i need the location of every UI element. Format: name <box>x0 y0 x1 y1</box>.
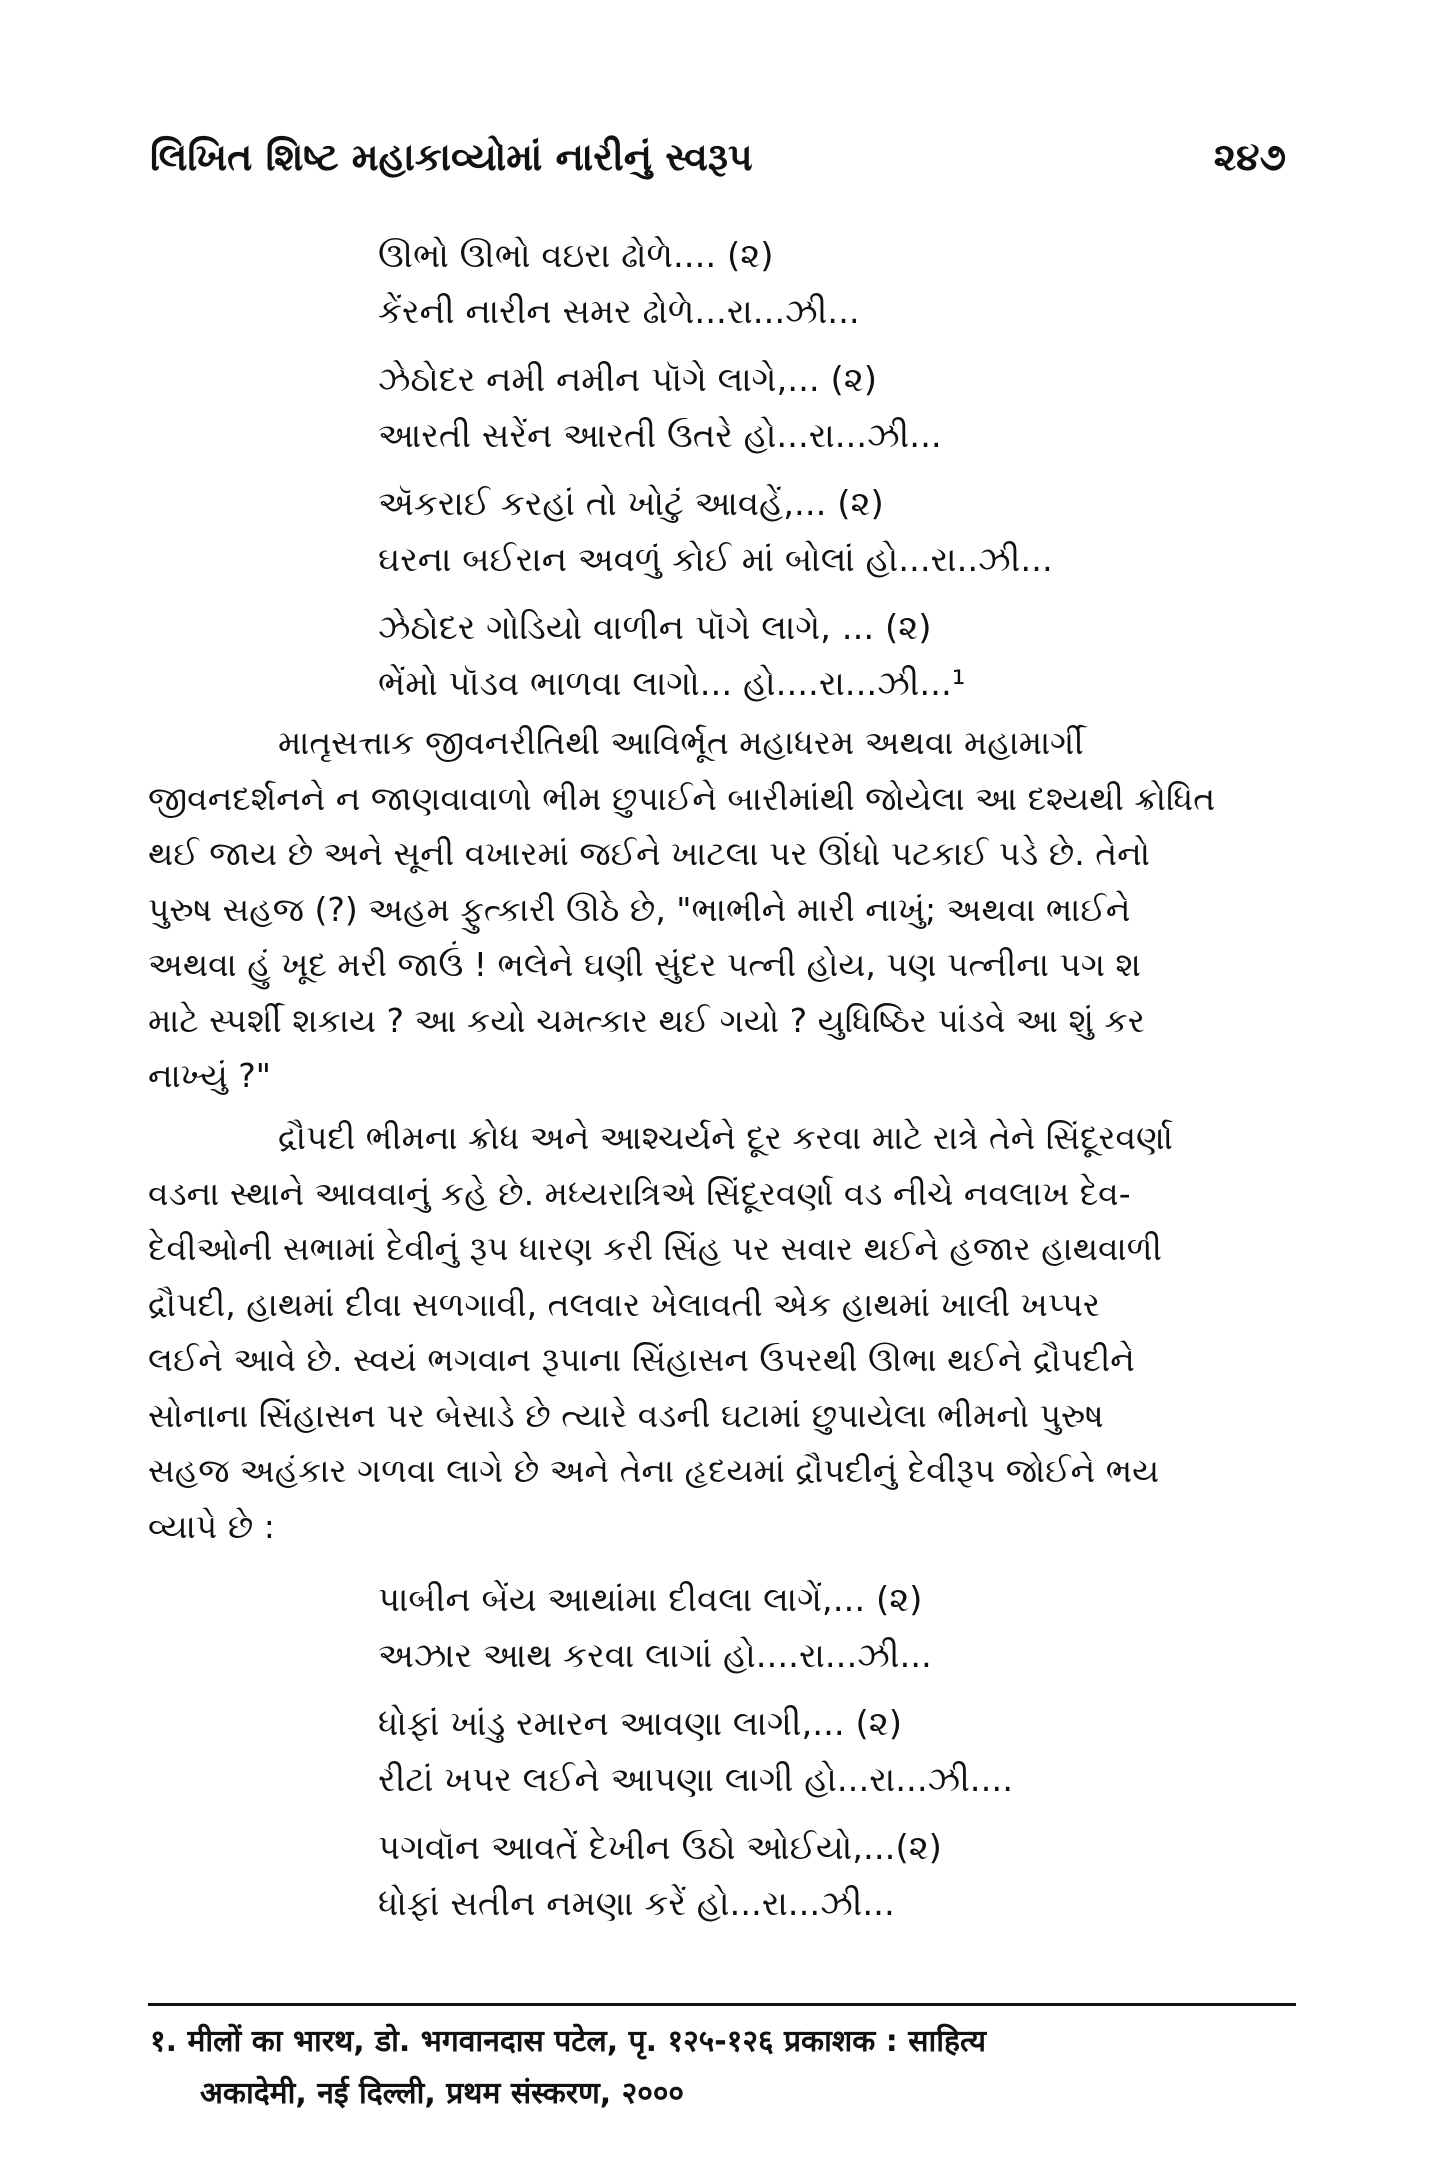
verse-line: ધોફાં સતીન નમણા કરેં હો...રા...ઝી... <box>378 1884 895 1924</box>
paragraph-line: દ્રૌપદી, હાથમાં દીવા સળગાવી, તલવાર ખેલાવતી એક હાથમાં ખાલી ખપ્પર <box>148 1284 1100 1324</box>
verse-line: ધોફાં ખાંડુ રમારન આવણા લાગી,... (૨) <box>378 1704 903 1744</box>
verse-line: આરતી સરેંન આરતી ઉતરે હો...રા...ઝી... <box>378 416 942 456</box>
verse-line: રીટાં ખપર લઈને આપણા લાગી હો...રા...ઝી.... <box>378 1760 1014 1800</box>
verse-stanza <box>378 352 1338 464</box>
verse-line: ઝેઠોદર નમી નમીન પૉગે લાગે,... (૨) <box>378 360 878 400</box>
paragraph-line: સહજ અહંકાર ગળવા લાગે છે અને તેના હૃદયમાં દ્રૌપદીનું દેવીરૂપ જોઈને ભય <box>148 1451 1160 1490</box>
paragraph-line: સોનાના સિંહાસન પર બેસાડે છે ત્યારે વડની ઘટામાં છુપાયેલા ભીમનો પુરુષ <box>148 1395 1104 1435</box>
verse-block-2 <box>378 1572 1338 1944</box>
paragraph-line: દેવીઓની સભામાં દેવીનું રૂપ ધારણ કરી સિંહ પર સવાર થઈને હજાર હાથવાળી <box>148 1229 1162 1268</box>
verse-line: કેંરની નારીન સમર ઢોળે...રા...ઝી... <box>378 292 860 332</box>
paragraph-line: માતૃસત્તાક જીવનરીતિથી આવિર્ભૂત મહાધરમ અથવા મહામાર્ગી <box>278 723 1084 762</box>
paragraph-line: અથવા હું ખૂદ મરી જાઉં ! ભલેને ઘણી સુંદર પત્ની હોય, પણ પત્નીના પગ શ <box>148 945 1141 984</box>
body-paragraph-1 <box>148 715 1296 1104</box>
paragraph-line: વ્યાપે છે : <box>148 1506 275 1546</box>
verse-line: ઘરના બઈરાન અવળું કોઈ માં બોલાં હો...રા..ઝી... <box>378 540 1053 580</box>
paragraph-line: દ્રૌપદી ભીમના ક્રોધ અને આશ્ચર્યને દૂર કરવા માટે રાત્રે તેને સિંદૂરવર્ણા <box>278 1118 1173 1157</box>
paragraph-line: વડના સ્થાને આવવાનું કહે છે. મધ્યરાત્રિએ સિંદૂરવર્ણા વડ નીચે નવલાખ દેવ- <box>148 1173 1131 1213</box>
verse-line: ઊભો ઊભો વઇરા ઢોળે.... (૨) <box>378 236 774 276</box>
paragraph-line: જીવનદર્શનને ન જાણવાવાળો ભીમ છુપાઈને બારીમાંથી જોયેલા આ દશ્યથી ક્રોધિત <box>148 778 1216 818</box>
paragraph-line: લઈને આવે છે. સ્વયં ભગવાન રૂપાના સિંહાસન ઉપરથી ઊભા થઈને દ્રૌપદીને <box>148 1340 1135 1379</box>
verse-stanza <box>378 1696 1338 1808</box>
verse-line: પાબીન બેંય આથાંમા દીવલા લાગેં,... (૨) <box>378 1580 923 1620</box>
body-paragraph-2 <box>148 1110 1296 1554</box>
running-header-title: લિખિત શિષ્ટ મહાકાવ્યોમાં નારીનું સ્વરૂપ <box>150 135 753 179</box>
verse-block-1 <box>378 228 1338 724</box>
verse-line: અઝાર આથ કરવા લાગાં હો....રા...ઝી... <box>378 1636 932 1676</box>
page-number: ૨૪૭ <box>1213 135 1286 179</box>
footnote <box>150 2016 1296 2120</box>
verse-line: પગવૉન આવતેં દેખીન ઉઠો ઓઈયો,...(૨) <box>378 1828 942 1868</box>
verse-line: ભેંમો પૉડવ ભાળવા લાગો... હો....રા...ઝી...¹ <box>378 664 966 704</box>
paragraph-line: થઈ જાય છે અને સૂની વખારમાં જઈને ખાટલા પર ઊંધો પટકાઈ પડે છે. તેનો <box>148 834 1150 873</box>
verse-stanza <box>378 476 1338 588</box>
verse-stanza <box>378 600 1338 712</box>
footnote-line: १. मीलों का भारथ, डो. भगवानदास पटेल, पृ. १२५-१२६ प्रकाशक : साहित्य <box>150 2024 987 2059</box>
verse-stanza <box>378 1820 1338 1932</box>
paragraph-line: પુરુષ સહજ (?) અહમ ફુત્કારી ઊઠે છે, "ભાભીને મારી નાખું; અથવા ભાઈને <box>148 889 1131 929</box>
paragraph-line: નાખ્યું ?" <box>148 1056 271 1095</box>
footnote-line: अकादेमी, नई दिल्ली, प्रथम संस्करण, २००० <box>200 2076 685 2111</box>
footnote-divider <box>148 2003 1296 2006</box>
verse-stanza <box>378 1572 1338 1684</box>
verse-line: ઍકરાઈ કરહાં તો ખોટું આવહેં,... (૨) <box>378 484 884 524</box>
paragraph-line: માટે સ્પર્શી શકાય ? આ કયો ચમત્કાર થઈ ગયો ? યુધિષ્ઠિર પાંડવે આ શું કર <box>148 1000 1145 1040</box>
verse-stanza <box>378 228 1338 340</box>
verse-line: ઝેઠોદર ગોડિયો વાળીન પૉગે લાગે, ... (૨) <box>378 608 932 648</box>
